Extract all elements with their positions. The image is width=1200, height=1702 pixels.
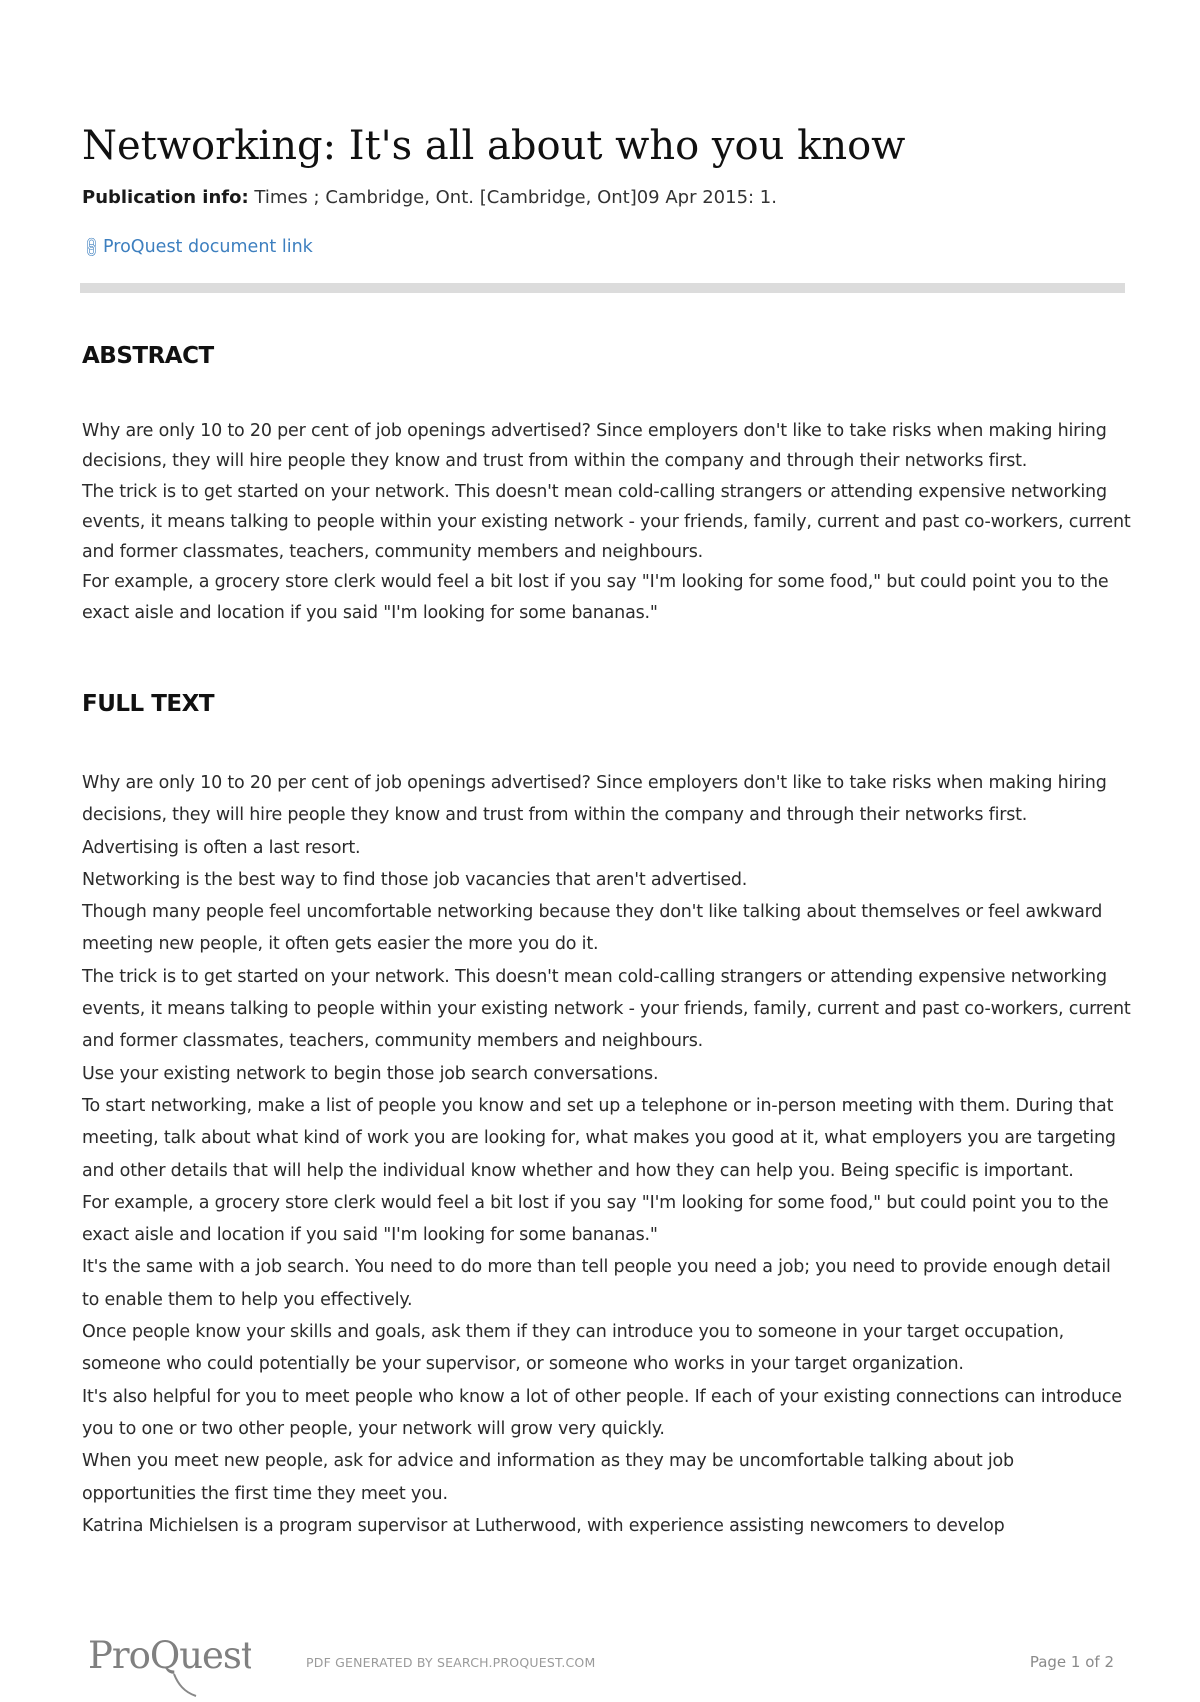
page-title: Networking: It's all about who you know — [82, 123, 906, 169]
full-text-body — [82, 767, 1132, 1542]
abstract-body — [82, 416, 1132, 628]
full-text-paragraph: Once people know your skills and goals, ask them if they can introduce you to someone in your target occupation, someone who could potentially be your supervisor, or someone who works in your target organization. — [82, 1322, 1065, 1375]
publication-info-value: Times ; Cambridge, Ont. [Cambridge, Ont]09 Apr 2015: 1. — [248, 187, 777, 208]
link-icon: 🔗︎ — [78, 233, 105, 261]
proquest-document-link[interactable] — [78, 233, 313, 261]
publication-info-label: Publication info: — [82, 187, 249, 208]
header-divider — [80, 283, 1125, 293]
full-text-paragraph: Networking is the best way to find those job vacancies that aren't advertised. — [82, 869, 748, 890]
proquest-logo-text: ProQuest — [88, 1634, 251, 1677]
full-text-paragraph: To start networking, make a list of people you know and set up a telephone or in-person meeting with them. During that meeting, talk about what kind of work you are looking for, what makes you good at it, what employers you are targeting and other details that will help the individual know whether and how they can help you. Being specific is important. — [82, 1095, 1116, 1181]
full-text-paragraph: When you meet new people, ask for advice and information as they may be uncomfortable talking about job opportunities the first time they meet you. — [82, 1451, 1014, 1504]
proquest-document-link-text: ProQuest document link — [103, 237, 313, 257]
full-text-paragraph: Though many people feel uncomfortable networking because they don't like talking about themselves or feel awkward meeting new people, it often gets easier the more you do it. — [82, 902, 1103, 955]
full-text-paragraph: Why are only 10 to 20 per cent of job openings advertised? Since employers don't like to take risks when making hiring decisions, they will hire people they know and trust from within the company and through their networks first. — [82, 773, 1107, 826]
full-text-paragraph: The trick is to get started on your network. This doesn't mean cold-calling strangers or attending expensive networking events, it means talking to people within your existing network - your friends, family, current and past co-workers, current and former classmates, teachers, community members and neighbours. — [82, 966, 1131, 1052]
proquest-logo-swash — [174, 1674, 196, 1696]
full-text-paragraph: Use your existing network to begin those job search conversations. — [82, 1063, 659, 1084]
full-text-paragraph: It's the same with a job search. You need to do more than tell people you need a job; you need to provide enough detail to enable them to help you effectively. — [82, 1257, 1111, 1310]
page-indicator: Page 1 of 2 — [1029, 1653, 1114, 1671]
proquest-logo-graphic — [86, 1622, 251, 1698]
full-text-paragraph: For example, a grocery store clerk would feel a bit lost if you say "I'm looking for some food," but could point you to the exact aisle and location if you said "I'm looking for some bananas." — [82, 1192, 1109, 1246]
abstract-heading: ABSTRACT — [82, 343, 214, 369]
full-text-heading: FULL TEXT — [82, 691, 215, 717]
abstract-paragraph: For example, a grocery store clerk would feel a bit lost if you say "I'm looking for some food," but could point you to the exact aisle and location if you said "I'm looking for some bananas." — [82, 572, 1109, 623]
abstract-paragraph: Why are only 10 to 20 per cent of job openings advertised? Since employers don't like to take risks when making hiring decisions, they will hire people they know and trust from within the company and through their networks first. — [82, 421, 1107, 472]
full-text-paragraph: It's also helpful for you to meet people who know a lot of other people. If each of your existing connections can introduce you to one or two other people, your network will grow very quickly. — [82, 1386, 1122, 1439]
full-text-paragraph: Katrina Michielsen is a program supervisor at Lutherwood, with experience assisting newcomers to develop — [82, 1515, 1005, 1536]
publication-info — [82, 185, 777, 211]
proquest-logo — [86, 1622, 251, 1698]
footer-generated-by: PDF GENERATED BY SEARCH.PROQUEST.COM — [306, 1655, 596, 1670]
full-text-paragraph: Advertising is often a last resort. — [82, 837, 361, 858]
abstract-paragraph: The trick is to get started on your network. This doesn't mean cold-calling strangers or attending expensive networking events, it means talking to people within your existing network - your friends, family, current and past co-workers, current and former classmates, teachers, community members and neighbours. — [82, 481, 1131, 563]
